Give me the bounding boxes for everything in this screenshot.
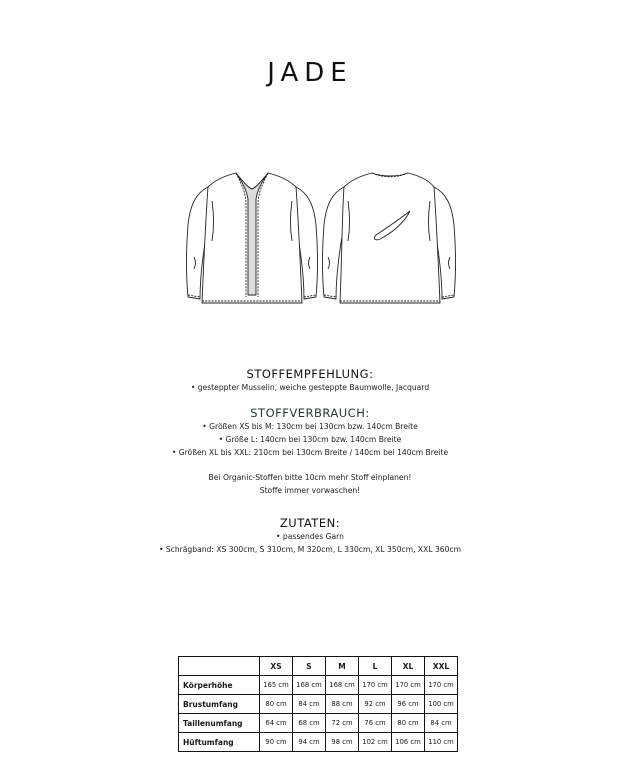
fabric-line: • gesteppter Musselin, weiche gesteppte Baumwolle, Jacquard <box>190 383 430 392</box>
table-cell: 106 cm <box>392 733 425 752</box>
consumption-line: • Größen XS bis M: 130cm bei 130cm bzw. 140cm Breite <box>202 422 418 431</box>
size-header: S <box>293 657 326 676</box>
table-row <box>179 714 458 733</box>
jacket-back-drawing <box>323 173 456 303</box>
table-cell: 98 cm <box>326 733 359 752</box>
table-cell: 165 cm <box>260 676 293 695</box>
table-cell: 80 cm <box>260 695 293 714</box>
table-row <box>179 695 458 714</box>
size-header: XXL <box>425 657 458 676</box>
consumption-line: • Größe L: 140cm bei 130cm bzw. 140cm Breite <box>218 435 402 444</box>
size-table-header-row <box>179 657 458 676</box>
table-cell: 84 cm <box>425 714 458 733</box>
notions-line: • passendes Garn <box>276 532 344 541</box>
pattern-title: JADE <box>267 58 353 88</box>
table-cell: 170 cm <box>425 676 458 695</box>
size-table <box>178 656 458 752</box>
table-cell: 170 cm <box>392 676 425 695</box>
row-label: Körperhöhe <box>179 676 260 695</box>
consumption-note: Stoffe immer vorwaschen! <box>259 486 361 495</box>
size-header: L <box>359 657 392 676</box>
table-cell: 76 cm <box>359 714 392 733</box>
notions-heading: ZUTATEN: <box>279 516 341 530</box>
table-cell: 90 cm <box>260 733 293 752</box>
table-cell: 96 cm <box>392 695 425 714</box>
table-cell: 72 cm <box>326 714 359 733</box>
table-cell: 168 cm <box>326 676 359 695</box>
notions-line: • Schrägband: XS 300cm, S 310cm, M 320cm, L 330cm, XL 350cm, XXL 360cm <box>158 545 462 554</box>
jacket-front-drawing <box>187 173 318 303</box>
garment-drawings <box>0 165 620 315</box>
size-header: XS <box>260 657 293 676</box>
table-cell: 110 cm <box>425 733 458 752</box>
consumption-note: Bei Organic-Stoffen bitte 10cm mehr Stoff einplanen! <box>208 473 412 482</box>
table-cell: 84 cm <box>293 695 326 714</box>
consumption-line: • Größen XL bis XXL: 210cm bei 130cm Breite / 140cm bei 140cm Breite <box>171 448 449 457</box>
table-cell: 92 cm <box>359 695 392 714</box>
table-cell: 102 cm <box>359 733 392 752</box>
consumption-heading: STOFFVERBRAUCH: <box>250 406 370 420</box>
table-row <box>179 733 458 752</box>
table-cell: 100 cm <box>425 695 458 714</box>
table-row <box>179 676 458 695</box>
table-cell: 168 cm <box>293 676 326 695</box>
table-cell: 80 cm <box>392 714 425 733</box>
row-label: Brustumfang <box>179 695 260 714</box>
table-cell: 170 cm <box>359 676 392 695</box>
fabric-heading: STOFFEMPFEHLUNG: <box>246 367 374 381</box>
size-table-corner <box>179 657 260 676</box>
row-label: Taillenumfang <box>179 714 260 733</box>
table-cell: 68 cm <box>293 714 326 733</box>
size-header: M <box>326 657 359 676</box>
table-cell: 94 cm <box>293 733 326 752</box>
row-label: Hüftumfang <box>179 733 260 752</box>
size-header: XL <box>392 657 425 676</box>
table-cell: 88 cm <box>326 695 359 714</box>
table-cell: 64 cm <box>260 714 293 733</box>
